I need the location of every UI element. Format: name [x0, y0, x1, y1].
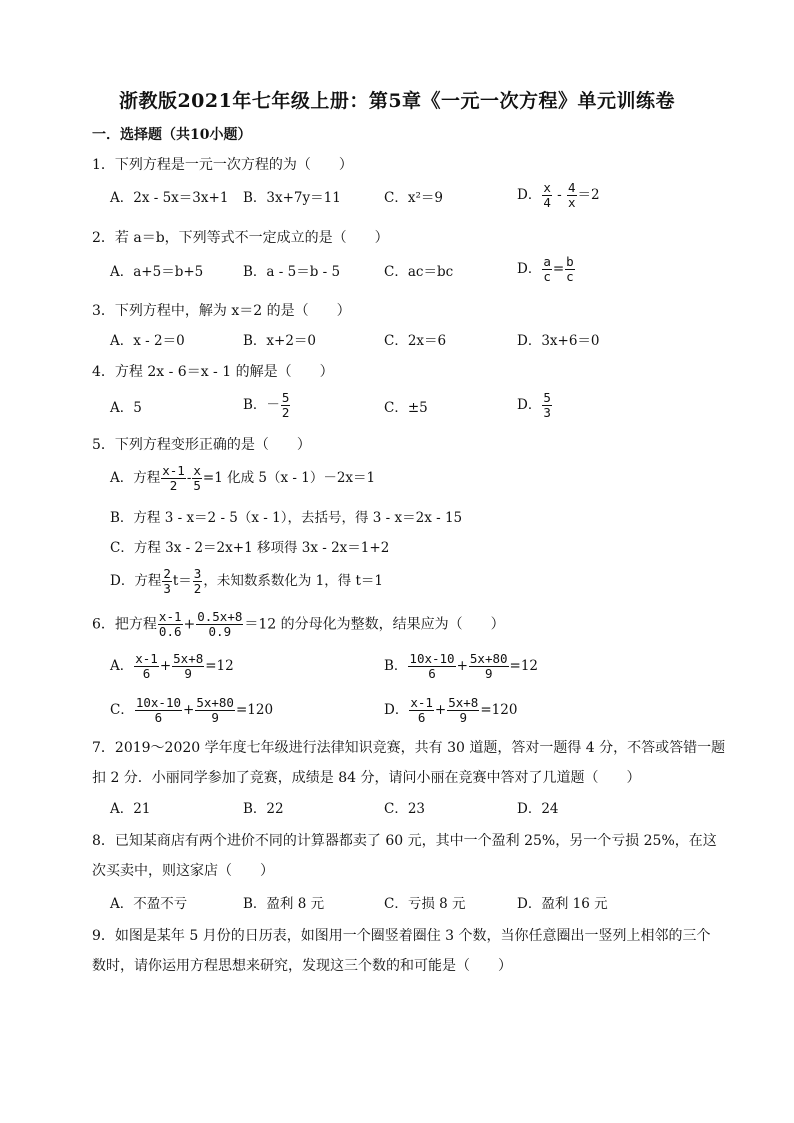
q4-option-b: B．－ $\frac{5}{2}$ [243, 390, 290, 420]
q1-option-d: D． $\frac{x}{4}$ - $\frac{4}{x}$ ＝2 [517, 180, 600, 210]
fraction: $\frac{5x+8}{9}$ [173, 651, 204, 681]
question-7-stem-line2: 扣 2 分．小丽同学参加了竞赛，成绩是 84 分，请问小丽在竞赛中答对了几道题（ ） [92, 770, 641, 786]
q2-option-a: A．a+5＝b+5 [110, 264, 204, 280]
fraction: $\frac{0.5x+8}{0.9}$ [197, 609, 243, 639]
fraction: $\frac{10x-10}{6}$ [135, 695, 181, 725]
q1-option-c: C．x²＝9 [384, 190, 443, 206]
q3-option-b: B．x+2＝0 [243, 333, 317, 349]
q8-option-b: B．盈利 8 元 [243, 896, 325, 912]
question-9-stem-line1: 9．如图是某年 5 月份的日历表，如图用一个圈竖着圈住 3 个数，当你任意圈出一竖列上相邻的三个 [92, 928, 711, 944]
fraction: $\frac{5x+80}{9}$ [196, 695, 234, 725]
question-3-stem: 3．下列方程中，解为 x＝2 的是（ ） [92, 303, 351, 319]
q3-option-a: A．x - 2＝0 [110, 333, 185, 349]
q4-option-a: A．5 [110, 400, 142, 416]
fraction: $\frac{x-1}{6}$ [410, 695, 433, 725]
fraction: $\frac{5}{2}$ [281, 390, 290, 420]
fraction: $\frac{5}{3}$ [543, 390, 551, 420]
q4-option-d: D． $\frac{5}{3}$ [517, 390, 551, 420]
q3-option-c: C．2x＝6 [384, 333, 447, 349]
question-5-stem: 5．下列方程变形正确的是（ ） [92, 437, 311, 453]
q7-option-d: D．24 [517, 801, 559, 817]
question-8-stem-line1: 8．已知某商店有两个进价不同的计算器都卖了 60 元，其中一个盈利 25%，另一个亏损 25%，在这 [92, 833, 717, 849]
fraction: $\frac{x-1}{2}$ [162, 463, 185, 493]
question-8-stem-line2: 次买卖中，则这家店（ ） [92, 863, 274, 879]
fraction: $\frac{2}{3}$ [163, 566, 171, 596]
q1-option-b: B．3x+7y＝11 [243, 190, 341, 206]
q5-option-c: C．方程 3x - 2＝2x+1 移项得 3x - 2x＝1+2 [110, 540, 390, 556]
question-2-stem: 2．若 a＝b，下列等式不一定成立的是（ ） [92, 230, 389, 246]
q7-option-a: A．21 [110, 801, 151, 817]
fraction: $\frac{10x-10}{6}$ [409, 651, 455, 681]
q7-option-b: B．22 [243, 801, 284, 817]
q2-option-c: C．ac＝bc [384, 264, 454, 280]
fraction: $\frac{x-1}{6}$ [135, 651, 158, 681]
page-title: 浙教版2021年七年级上册：第5章《一元一次方程》单元训练卷 [118, 90, 676, 112]
fraction: $\frac{b}{c}$ [566, 254, 574, 284]
q6-option-d: D． $\frac{x-1}{6}$ + $\frac{5x+8}{9}$ =120 [384, 695, 518, 725]
question-6-stem: 6．把方程 $\frac{x-1}{0.6}$ + $\frac{0.5x+8}{0.9}$ ＝12 的分母化为整数，结果应为（ ） [92, 609, 505, 639]
section-heading: 一．选择题（共10小题） [92, 127, 252, 143]
fraction: $\frac{4}{x}$ [568, 180, 576, 210]
q8-option-d: D．盈利 16 元 [517, 896, 608, 912]
q4-option-c: C．±5 [384, 400, 428, 416]
fraction: $\frac{3}{2}$ [193, 566, 202, 596]
q5-option-d: D．方程 $\frac{2}{3}$ t＝ $\frac{3}{2}$ ，未知数系数化为 1，得 t＝1 [110, 566, 384, 596]
q6-option-c: C． $\frac{10x-10}{6}$ + $\frac{5x+80}{9}$ =120 [110, 695, 274, 725]
question-9-stem-line2: 数时，请你运用方程思想来研究，发现这三个数的和可能是（ ） [92, 958, 512, 974]
q1-option-a: A．2x - 5x＝3x+1 [110, 190, 229, 206]
fraction: $\frac{5x+80}{9}$ [469, 651, 508, 681]
q6-option-a: A． $\frac{x-1}{6}$ + $\frac{5x+8}{9}$ =12 [110, 651, 234, 681]
q8-option-a: A．不盈不亏 [110, 896, 188, 912]
q6-option-b: B． $\frac{10x-10}{6}$ + $\frac{5x+80}{9}$ =12 [384, 651, 539, 681]
question-7-stem-line1: 7．2019～2020 学年度七年级进行法律知识竞赛，共有 30 道题，答对一题得 4 分，不答或答错一题 [92, 740, 726, 756]
fraction: $\frac{x-1}{0.6}$ [158, 609, 182, 639]
q2-option-d: D． $\frac{a}{c}$ = $\frac{b}{c}$ [517, 254, 574, 284]
fraction: $\frac{x}{5}$ [193, 463, 201, 493]
q5-option-b: B．方程 3 - x＝2 - 5（x - 1），去括号，得 3 - x＝2x - 15 [110, 510, 463, 526]
fraction: $\frac{x}{4}$ [543, 180, 551, 210]
question-4-stem: 4．方程 2x - 6＝x - 1 的解是（ ） [92, 364, 334, 380]
question-1-stem: 1．下列方程是一元一次方程的为（ ） [92, 157, 353, 173]
q2-option-b: B．a - 5＝b - 5 [243, 264, 341, 280]
fraction: $\frac{a}{c}$ [543, 254, 551, 284]
fraction: $\frac{5x+8}{9}$ [448, 695, 479, 725]
q5-option-a: A．方程 $\frac{x-1}{2}$ - $\frac{x}{5}$ =1 化成 5（x - 1）－2x＝1 [110, 463, 376, 493]
q7-option-c: C．23 [384, 801, 426, 817]
q8-option-c: C．亏损 8 元 [384, 896, 466, 912]
q3-option-d: D．3x+6＝0 [517, 333, 600, 349]
